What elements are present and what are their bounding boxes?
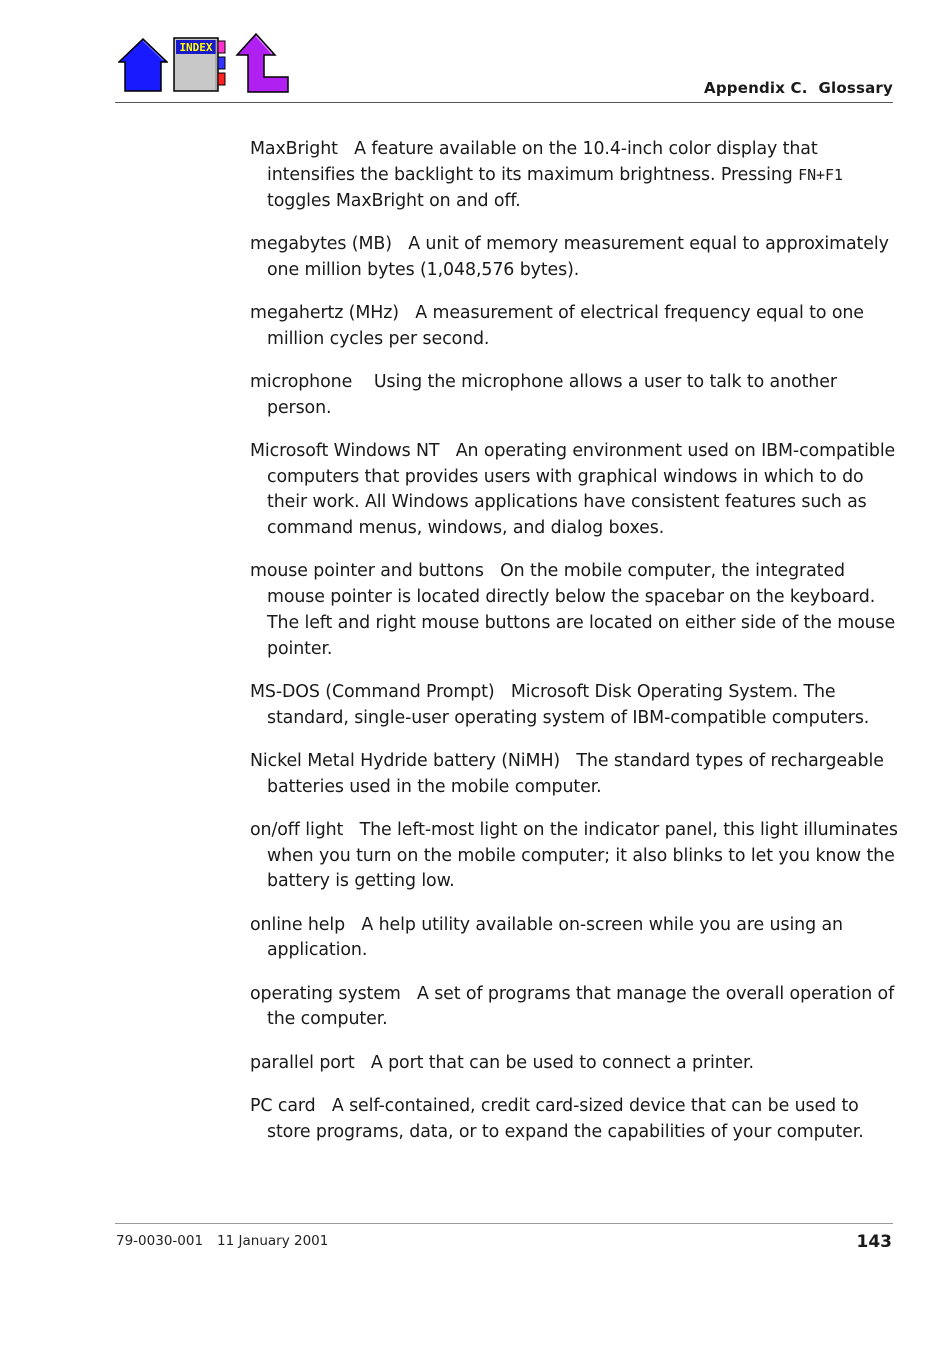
- footer-info: [116, 1233, 328, 1249]
- glossary-term: mouse pointer and buttons: [250, 561, 484, 582]
- glossary-definition: Microsoft Disk Operating System. The standard, single-user operating system of IBM-compatible computers.: [267, 681, 870, 728]
- glossary-entry: [250, 232, 900, 284]
- glossary-entry: [250, 1094, 900, 1146]
- glossary-definition: A feature available on the 10.4-inch color display that intensifies the backlight to its maximum brightness. Pressing: [267, 139, 818, 185]
- index-book-icon: [173, 37, 227, 93]
- glossary-entry: [250, 370, 900, 422]
- up-arrow-icon: [234, 33, 290, 93]
- glossary-term: PC card: [250, 1095, 316, 1116]
- glossary-definition: A unit of memory measurement equal to approximately one million bytes (1,048,576 bytes).: [267, 233, 889, 280]
- glossary-entry: [250, 559, 900, 662]
- glossary-entry: [250, 137, 900, 214]
- page-number: 143: [856, 1232, 892, 1252]
- glossary-definition: An operating environment used on IBM-compatible computers that provides users with graphical windows in which to do their work. All Windows applications have consistent features such as command menus, windows, and dialog boxes.: [267, 440, 896, 539]
- glossary-term: parallel port: [250, 1052, 355, 1073]
- glossary-list: [250, 137, 900, 1163]
- glossary-definition: Using the microphone allows a user to talk to another person.: [267, 371, 837, 418]
- glossary-term: megabytes (MB): [250, 233, 392, 254]
- glossary-definition: A help utility available on-screen while you are using an application.: [267, 914, 843, 961]
- glossary-definition: The standard types of rechargeable batteries used in the mobile computer.: [267, 750, 884, 797]
- glossary-entry: [250, 439, 900, 542]
- glossary-definition: A measurement of electrical frequency equal to one million cycles per second.: [267, 302, 864, 349]
- glossary-term: megahertz (MHz): [250, 302, 399, 323]
- glossary-term: microphone: [250, 371, 353, 392]
- glossary-definition: On the mobile computer, the integrated mouse pointer is located directly below the spacebar on the keyboard. The left and right mouse buttons are located on either side of the mouse pointer.: [267, 561, 896, 659]
- key-combination: FN+F1: [798, 165, 843, 184]
- glossary-definition-end: toggles MaxBright on and off.: [267, 190, 521, 211]
- glossary-entry: [250, 982, 900, 1034]
- glossary-definition: A self-contained, credit card-sized device that can be used to store programs, data, or to expand the capabilities of your computer.: [267, 1095, 864, 1142]
- glossary-definition: The left-most light on the indicator panel, this light illuminates when you turn on the mobile computer; it also blinks to let you know the battery is getting low.: [267, 819, 898, 892]
- glossary-entry: [250, 749, 900, 801]
- index-label: INDEX: [179, 41, 213, 54]
- glossary-entry: [250, 913, 900, 965]
- glossary-entry: [250, 818, 900, 895]
- header-divider: [115, 102, 893, 103]
- home-button[interactable]: [118, 38, 168, 92]
- glossary-term: on/off light: [250, 819, 344, 840]
- glossary-term: Microsoft Windows NT: [250, 440, 440, 461]
- glossary-entry: [250, 1051, 900, 1077]
- document-date: 11 January 2001: [217, 1233, 329, 1249]
- glossary-term: Nickel Metal Hydride battery (NiMH): [250, 750, 561, 771]
- glossary-term: operating system: [250, 983, 401, 1004]
- navigation-bar: [118, 33, 293, 93]
- glossary-term: MaxBright: [250, 139, 338, 159]
- glossary-entry: [250, 680, 900, 732]
- glossary-term: MS-DOS (Command Prompt): [250, 681, 495, 702]
- glossary-definition: A set of programs that manage the overall operation of the computer.: [267, 983, 895, 1030]
- section-title: Appendix C. Glossary: [704, 79, 893, 97]
- glossary-definition: A port that can be used to connect a printer.: [370, 1052, 754, 1073]
- footer-divider: [115, 1223, 893, 1224]
- house-icon: [118, 38, 168, 92]
- glossary-entry: [250, 301, 900, 353]
- document-number: 79-0030-001: [116, 1233, 204, 1249]
- glossary-term: online help: [250, 914, 346, 935]
- back-button[interactable]: [234, 33, 290, 93]
- index-button[interactable]: [173, 37, 227, 93]
